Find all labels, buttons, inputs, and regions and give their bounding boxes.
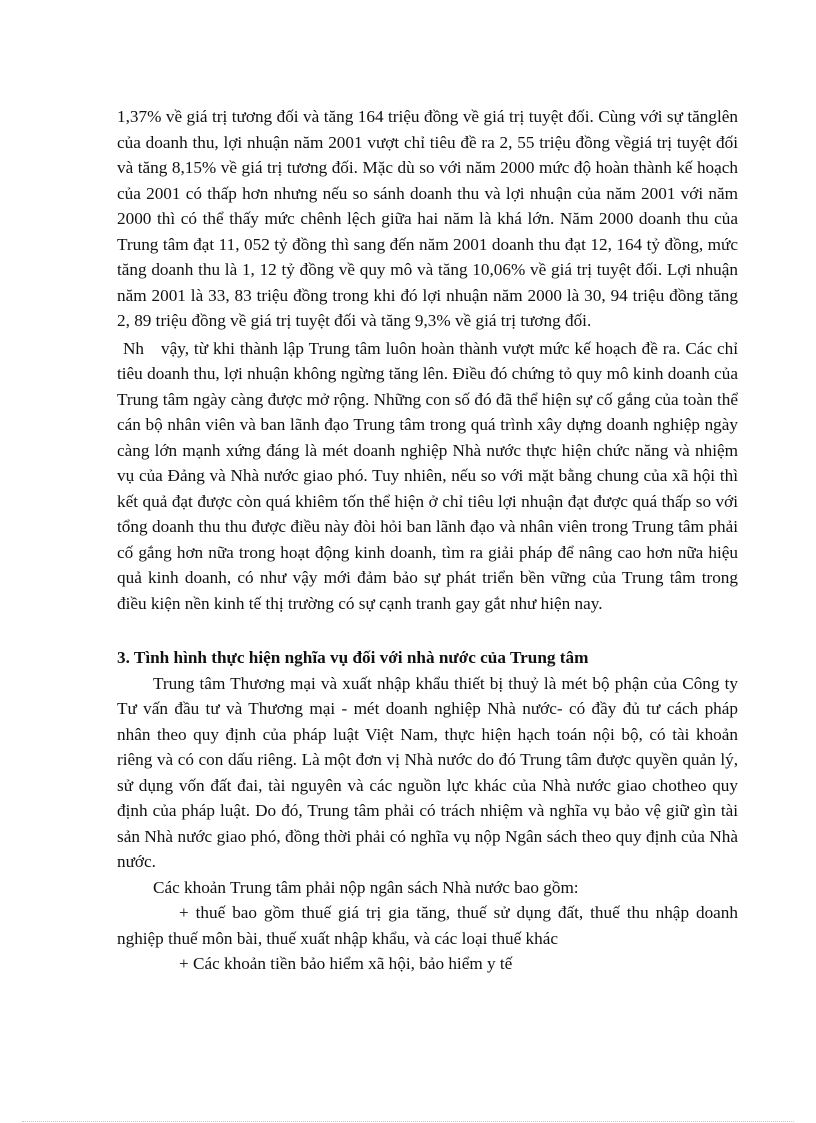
paragraph-summary-text: vậy, từ khi thành lập Trung tâm luôn hoàn thành vượt mức kế hoạch đề ra. Các chỉ tiêu doanh thu, lợi nhuận không ngừng tăng lên. Điều đó chứng tỏ quy mô kinh doanh của Trung tâm ngày càng được mở rộng. Những con số đó đã thể hiện sự cố gắng của toàn thể cán bộ nhân viên và ban lãnh đạo Trung tâm trong quá trình xây dựng doanh nghiệp ngày càng lớn mạnh xứng đáng là mét doanh nghiệp Nhà nước thực hiện chức năng và nhiệm vụ của Đảng và Nhà nước giao phó. Tuy nhiên, nếu so với mặt bằng chung của xã hội thì kết quả đạt được còn quá khiêm tốn thể hiện ở chỉ tiêu lợi nhuận đạt được quá thấp so với tổng doanh thu thu được điều này đòi hỏi ban lãnh đạo và nhân viên trong Trung tâm phải cố gắng hơn nữa trong hoạt động kinh doanh, tìm ra giải pháp để nâng cao hơn nữa hiệu quả kinh doanh, có như vậy mới đảm bảo sự phát triển bền vững của Trung tâm trong điều kiện nền kinh tế thị trường có sự cạnh tranh gay gắt như hiện nay. (117, 338, 738, 613)
section-heading-3: 3. Tình hình thực hiện nghĩa vụ đối với nhà nước của Trung tâm (117, 648, 589, 667)
page-bottom-divider (22, 1121, 794, 1122)
paragraph-summary (117, 336, 738, 617)
paragraph-budget-intro: Các khoản Trung tâm phải nộp ngân sách Nhà nước bao gồm: (153, 877, 579, 897)
list-item-insurance: + Các khoản tiền bảo hiểm xã hội, bảo hiểm y tế (179, 954, 513, 973)
document-body (117, 104, 738, 977)
paragraph-lead-fragment: Nh (123, 338, 145, 358)
list-item-taxes: + thuế bao gồm thuế giá trị gia tăng, thuế sử dụng đất, thuế thu nhập doanh nghiệp thuế môn bài, thuế xuất nhập khẩu, và các loại thuế khác (117, 903, 738, 948)
paragraph-obligations: Trung tâm Thương mại và xuất nhập khẩu thiết bị thuỷ là mét bộ phận của Công ty Tư vấn đầu tư và Thương mại - mét doanh nghiệp Nhà nước- có đầy đủ tư cách pháp nhân theo quy định của pháp luật Việt Nam, thực hiện hạch toán nội bộ, có tài khoản riêng và có con dấu riêng. Là một đơn vị Nhà nước do đó Trung tâm được quyền quản lý, sử dụng vốn đất đai, tài nguyên và các nguồn lực khác của Nhà nước giao chotheo quy định của pháp luật. Do đó, Trung tâm phải có trách nhiệm và nghĩa vụ bảo vệ giữ gìn tài sản Nhà nước giao phó, đồng thời phải có nghĩa vụ nộp Ngân sách theo quy định của Nhà nước. (117, 673, 738, 871)
paragraph-revenue-profit: 1,37% về giá trị tương đối và tăng 164 triệu đồng về giá trị tuyệt đối. Cùng với sự tănglên của doanh thu, lợi nhuận năm 2001 vượt chỉ tiêu đề ra 2, 55 triệu đồng vềgiá trị tuyệt đối và tăng 8,15% về giá trị tương đối. Mặc dù so với năm 2000 mức độ hoàn thành kế hoạch của 2001 có thấp hơn nhưng nếu so sánh doanh thu và lợi nhuận của năm 2001 với năm 2000 thì có thể thấy mức chênh lệch giữa hai năm là khá lớn. Năm 2000 doanh thu của Trung tâm đạt 11, 052 tỷ đồng thì sang đến năm 2001 doanh thu đạt 12, 164 tỷ đồng, mức tăng doanh thu là 1, 12 tỷ đồng về quy mô và tăng 10,06% về giá trị tuyệt đối. Lợi nhuận năm 2001 là 33, 83 triệu đồng trong khi đó lợi nhuận năm 2000 là 30, 94 triệu đồng tăng 2, 89 triệu đồng về giá trị tuyệt đối và tăng 9,3% về giá trị tương đối. (117, 107, 738, 330)
